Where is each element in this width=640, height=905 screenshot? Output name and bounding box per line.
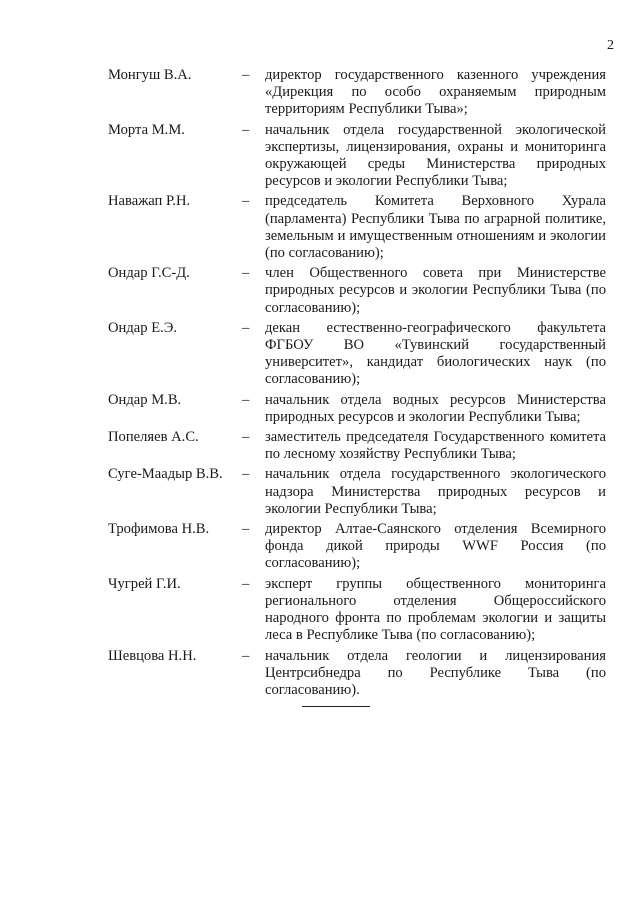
member-role: начальник отдела государственного экологического надзора Министерства природных ресурсов и экологии Республики Тыва; <box>265 466 606 517</box>
member-dash: – <box>242 429 250 446</box>
member-name: Наважап Р.Н. <box>108 193 191 210</box>
member-role: член Общественного совета при Министерстве природных ресурсов и экологии Республики Тыва (по согласованию); <box>265 265 606 316</box>
member-name: Трофимова Н.В. <box>108 521 210 538</box>
member-name: Попеляев А.С. <box>108 429 199 446</box>
member-role: декан естественно-географического факультета ФГБОУ ВО «Тувинский государственный университет», кандидат биологических наук (по согласованию); <box>265 319 606 388</box>
member-role: директор Алтае-Саянского отделения Всемирного фонда дикой природы WWF Россия (по согласованию); <box>265 521 606 572</box>
member-role: председатель Комитета Верховного Хурала (парламента) Республики Тыва по аграрной политике, земельным и имущественным отношениям и экологии (по согласованию); <box>265 193 606 262</box>
member-role: начальник отдела водных ресурсов Министерства природных ресурсов и экологии Республики Тыва; <box>265 391 606 425</box>
member-role: эксперт группы общественного мониторинга регионального отделения Общероссийского народного фронта по проблемам экологии и защиты леса в Республике Тыва (по согласованию); <box>265 575 606 644</box>
member-name: Монгуш В.А. <box>108 67 192 83</box>
member-role: начальник отдела государственной экологической экспертизы, лицензирования, охраны и мониторинга окружающей среды Министерства природных ресурсов и экологии Республики Тыва; <box>265 121 606 190</box>
member-row <box>108 466 606 518</box>
commission-members-list <box>108 67 606 702</box>
member-role: заместитель председателя Государственного комитета по лесному хозяйству Республики Тыва; <box>265 429 606 463</box>
member-name: Ондар Г.С-Д. <box>108 265 190 282</box>
member-dash: – <box>242 319 250 336</box>
member-dash: – <box>242 575 250 592</box>
member-row <box>108 576 606 645</box>
member-dash: – <box>242 521 250 538</box>
member-name: Ондар М.В. <box>108 391 182 408</box>
member-name: Чугрей Г.И. <box>108 575 181 592</box>
member-row <box>108 521 606 573</box>
member-dash: – <box>242 193 250 210</box>
member-dash: – <box>242 466 250 483</box>
member-name: Шевцова Н.Н. <box>108 647 197 664</box>
member-name: Морта М.М. <box>108 121 185 138</box>
member-row <box>108 648 606 700</box>
member-name: Ондар Е.Э. <box>108 319 178 336</box>
member-row <box>108 265 606 317</box>
member-row <box>108 392 606 426</box>
member-row <box>108 320 606 389</box>
page-number: 2 <box>607 38 614 53</box>
member-row <box>108 429 606 463</box>
member-dash: – <box>242 67 250 83</box>
closing-rule <box>302 706 370 707</box>
member-role: директор государственного казенного учреждения «Дирекция по особо охраняемым природным территориям Республики Тыва»; <box>265 67 606 118</box>
member-dash: – <box>242 647 250 664</box>
member-role: начальник отдела геологии и лицензирования Центрсибнедра по Республике Тыва (по согласованию). <box>265 647 606 698</box>
member-row <box>108 67 606 119</box>
member-row <box>108 193 606 262</box>
member-dash: – <box>242 391 250 408</box>
member-row <box>108 122 606 191</box>
member-dash: – <box>242 121 250 138</box>
member-dash: – <box>242 265 250 282</box>
member-name: Суге-Маадыр В.В. <box>108 466 223 483</box>
